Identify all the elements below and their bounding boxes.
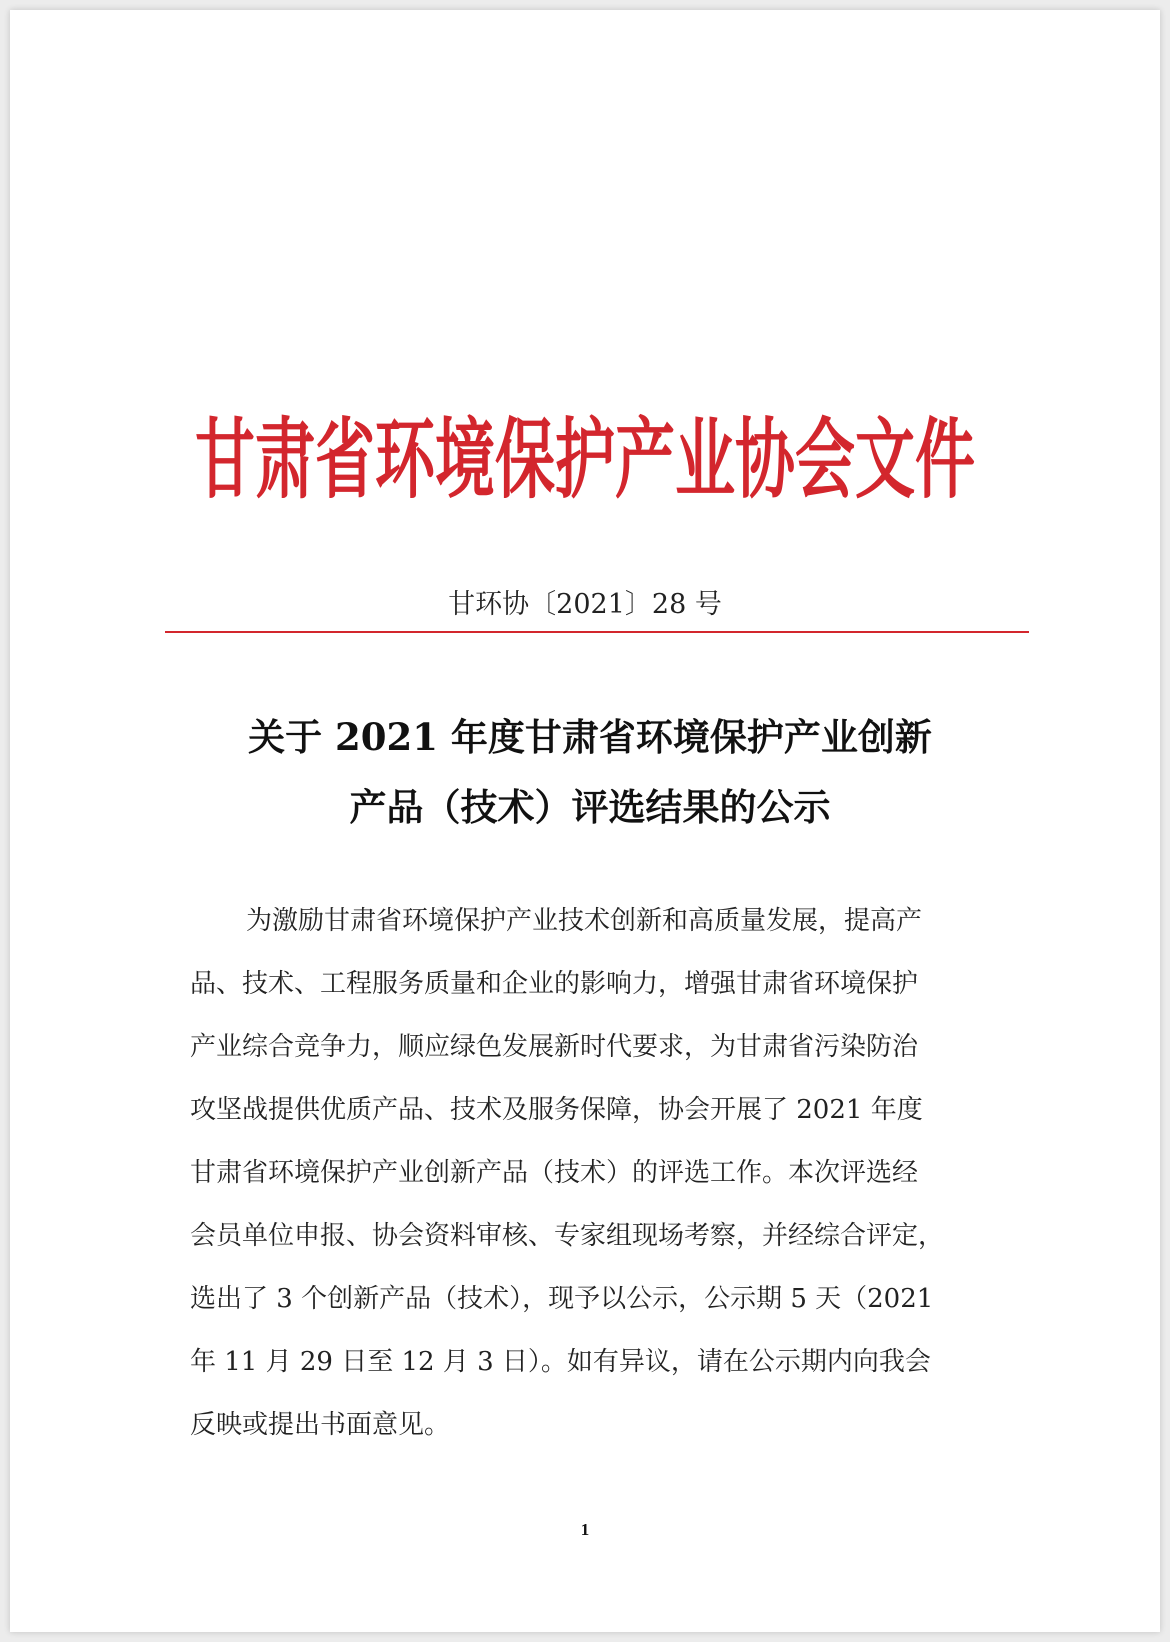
page-number: 1: [580, 1520, 590, 1539]
notice-title: [190, 702, 990, 842]
title-line: 产品（技术）评选结果的公示: [349, 785, 831, 829]
body-line: 攻坚战提供优质产品、技术及服务保障，协会开展了 2021 年度: [190, 1095, 923, 1125]
masthead-title: 甘肃省环境保护产业协会文件: [195, 409, 975, 512]
body-line: 年 11 月 29 日至 12 月 3 日）。如有异议，请在公示期内向我会: [190, 1347, 931, 1377]
red-divider-line: [165, 631, 1029, 633]
body-line: 产业综合竞争力，顺应绿色发展新时代要求，为甘肃省污染防治: [190, 1032, 919, 1062]
body-line: 品、技术、工程服务质量和企业的影响力，增强甘肃省环境保护: [190, 969, 919, 999]
body-line: 为激励甘肃省环境保护产业技术创新和高质量发展，提高产: [246, 906, 923, 936]
body-line: 甘肃省环境保护产业创新产品（技术）的评选工作。本次评选经: [190, 1158, 919, 1188]
body-paragraph: [190, 890, 990, 1457]
body-line: 选出了 3 个创新产品（技术），现予以公示，公示期 5 天（2021: [190, 1284, 934, 1314]
document-page: [10, 10, 1160, 1632]
body-line: 会员单位申报、协会资料审核、专家组现场考察，并经综合评定，: [190, 1221, 945, 1251]
title-line: 关于 2021 年度甘肃省环境保护产业创新: [248, 715, 932, 759]
document-number: 甘环协〔2021〕28 号: [448, 589, 722, 620]
body-line: 反映或提出书面意见。: [190, 1410, 451, 1440]
